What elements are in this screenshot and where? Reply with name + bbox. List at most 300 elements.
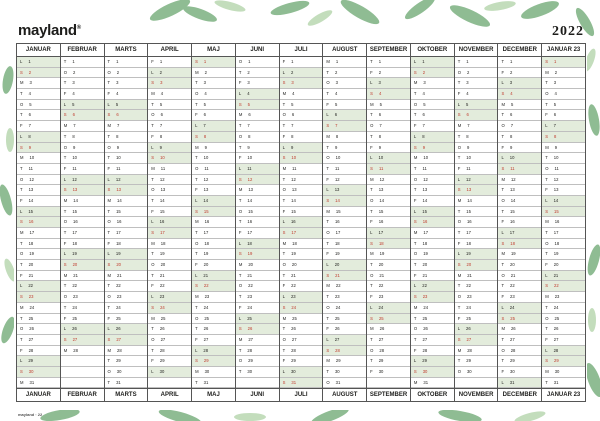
weekday-letter: M (195, 294, 199, 300)
weekday-letter: M (195, 69, 199, 75)
day-number: 24 (423, 304, 429, 310)
day-number: 1 (554, 59, 557, 64)
day-cell (498, 57, 541, 68)
weekday-letter: T (195, 230, 198, 235)
day-cell (61, 153, 104, 164)
weekday-letter: O (457, 294, 461, 300)
day-number: 25 (510, 315, 515, 321)
weekday-letter: T (151, 101, 154, 107)
day-number: 17 (247, 230, 253, 235)
day-cell (61, 314, 104, 325)
day-number: 7 (28, 123, 31, 129)
weekday-letter: T (413, 165, 417, 171)
day-cell (236, 100, 279, 111)
day-number: 28 (203, 347, 209, 353)
day-cell (323, 271, 366, 282)
day-cell (17, 303, 60, 314)
weekday-letter: O (151, 187, 155, 193)
weekday-letter: F (238, 155, 242, 161)
day-number: 10 (423, 155, 429, 161)
day-cell (192, 78, 235, 89)
day-cell (192, 89, 235, 100)
weekday-letter: T (151, 197, 154, 203)
weekday-letter: M (457, 272, 462, 278)
day-cell (367, 281, 410, 292)
day-cell (411, 185, 454, 196)
day-number: 16 (159, 219, 165, 225)
day-number: 13 (510, 187, 515, 193)
year-title: 2022 (552, 24, 584, 39)
day-number: 27 (422, 336, 428, 342)
day-number: 17 (509, 230, 515, 235)
day-number: 1 (378, 59, 382, 64)
day-number: 24 (335, 304, 341, 310)
day-number: 19 (159, 251, 165, 257)
day-number: 13 (334, 187, 340, 193)
weekday-letter: L (20, 358, 23, 364)
day-cell (61, 175, 104, 186)
day-cell (105, 100, 148, 111)
day-cell (498, 164, 541, 175)
day-number: 29 (466, 358, 471, 364)
month-footer: DECEMBER (498, 388, 541, 402)
day-number: 29 (159, 358, 165, 364)
weekday-letter: L (501, 379, 504, 385)
weekday-letter: M (20, 379, 24, 385)
day-number: 4 (116, 91, 119, 97)
day-number: 12 (72, 176, 77, 182)
day-cell (323, 324, 366, 335)
day-cell (411, 78, 454, 89)
day-cell (542, 367, 585, 378)
weekday-letter: L (370, 80, 373, 86)
day-number: 24 (378, 304, 384, 310)
day-number: 10 (247, 155, 253, 161)
day-number: 7 (422, 123, 425, 129)
day-number: 5 (291, 101, 294, 107)
day-number: 11 (160, 165, 166, 171)
day-cell (411, 164, 454, 175)
day-cell (542, 110, 585, 121)
weekday-letter: T (545, 155, 548, 161)
day-number: 7 (203, 123, 206, 129)
day-number: 24 (29, 304, 35, 310)
weekday-letter: T (63, 208, 67, 214)
weekday-letter: O (238, 208, 243, 214)
day-number: 13 (291, 187, 297, 193)
brand-logo: mayland® (18, 22, 81, 39)
weekday-letter: F (195, 262, 198, 268)
weekday-letter: S (107, 187, 111, 193)
day-number: 13 (72, 187, 78, 193)
weekday-letter: T (545, 326, 548, 332)
weekday-letter: O (457, 144, 461, 150)
weekday-letter: M (545, 144, 549, 150)
day-number: 8 (159, 133, 163, 139)
day-number: 5 (379, 101, 382, 107)
day-cell (17, 207, 60, 218)
day-number: 23 (466, 294, 472, 300)
day-cell (455, 335, 498, 346)
day-number: 19 (510, 251, 516, 257)
day-cell (17, 346, 60, 357)
day-cell (236, 271, 279, 282)
day-cell (323, 196, 366, 207)
day-cell (17, 89, 60, 100)
weekday-letter: T (545, 251, 548, 257)
day-cell (280, 68, 323, 79)
day-cell (17, 196, 60, 207)
day-cell (61, 281, 104, 292)
day-cell (17, 164, 60, 175)
day-number: 20 (334, 262, 340, 268)
weekday-letter: F (238, 230, 242, 235)
day-number: 16 (422, 219, 428, 225)
day-number: 3 (160, 80, 163, 86)
weekday-letter: F (326, 326, 329, 332)
day-cell (105, 143, 148, 154)
day-cell (105, 89, 148, 100)
day-cell (411, 100, 454, 111)
weekday-letter: F (20, 272, 23, 278)
day-number: 19 (115, 251, 121, 257)
day-cell (455, 249, 498, 260)
day-number: 10 (29, 155, 35, 161)
day-number: 1 (291, 59, 294, 64)
weekday-letter: O (326, 304, 330, 310)
month-column (542, 43, 586, 402)
day-number: 30 (290, 368, 296, 374)
weekday-letter: L (151, 144, 154, 150)
day-number: 22 (203, 283, 209, 289)
day-cell (280, 228, 323, 239)
day-number: 4 (292, 91, 295, 97)
day-number: 20 (510, 262, 515, 268)
weekday-letter: T (107, 304, 111, 310)
day-cell (61, 57, 104, 68)
day-number: 6 (203, 112, 206, 118)
day-cell (148, 314, 191, 325)
weekday-letter: T (545, 101, 548, 107)
weekday-letter: M (63, 197, 68, 203)
day-cell (61, 335, 104, 346)
weekday-letter: F (282, 59, 286, 64)
day-cell (105, 196, 148, 207)
day-number: 9 (466, 144, 470, 150)
day-cell (455, 367, 498, 378)
weekday-letter: O (457, 219, 461, 225)
day-cell (61, 217, 104, 228)
weekday-letter: S (282, 304, 286, 310)
day-cell (411, 335, 454, 346)
day-number: 15 (554, 208, 559, 214)
weekday-letter: O (282, 336, 286, 342)
month-column (367, 43, 411, 402)
weekday-letter: S (151, 304, 155, 310)
weekday-letter: O (107, 368, 111, 374)
weekday-letter: L (195, 347, 198, 353)
day-cell (61, 324, 104, 335)
day-number: 6 (553, 112, 557, 118)
day-number: 1 (510, 59, 513, 64)
day-number: 1 (72, 59, 75, 64)
weekday-letter: F (501, 294, 505, 300)
day-number: 12 (291, 176, 296, 182)
day-cell (192, 185, 235, 196)
day-cell (236, 324, 279, 335)
month-header: MAJ (192, 43, 235, 57)
weekday-letter: T (501, 59, 505, 64)
day-number: 15 (378, 208, 384, 214)
day-number: 11 (466, 165, 471, 171)
day-number: 13 (116, 187, 121, 193)
day-cell (411, 89, 454, 100)
day-cell (61, 292, 104, 303)
day-number: 20 (291, 262, 297, 268)
day-cell (542, 335, 585, 346)
weekday-letter: O (545, 91, 549, 97)
day-number: 28 (291, 347, 296, 353)
day-cell (323, 89, 366, 100)
day-cell (148, 356, 191, 367)
weekday-letter: F (238, 80, 242, 86)
weekday-letter: L (151, 368, 154, 374)
day-cell (192, 239, 235, 250)
day-cell (367, 100, 410, 111)
day-cell (367, 143, 410, 154)
weekday-letter: M (326, 208, 330, 214)
day-cell (236, 314, 279, 325)
day-number: 10 (378, 155, 384, 161)
day-number: 11 (116, 165, 121, 171)
day-cell (17, 121, 60, 132)
day-number: 28 (422, 347, 428, 353)
day-number: 27 (291, 336, 297, 342)
weekday-letter: T (151, 347, 154, 353)
day-cell (148, 303, 191, 314)
month-header: JULI (280, 43, 323, 57)
day-cell (455, 153, 498, 164)
day-number: 12 (159, 176, 165, 182)
weekday-letter: M (413, 80, 418, 86)
day-cell (105, 271, 148, 282)
weekday-letter: T (370, 187, 373, 193)
day-number: 23 (116, 294, 122, 300)
day-number: 15 (248, 208, 253, 214)
day-cell (192, 132, 235, 143)
day-number: 21 (510, 272, 516, 278)
weekday-letter: F (238, 304, 242, 310)
day-number: 3 (29, 80, 32, 86)
weekday-letter: S (107, 336, 111, 342)
day-cell (280, 110, 323, 121)
day-number: 8 (291, 133, 294, 139)
weekday-letter: O (545, 165, 549, 171)
day-number: 4 (554, 91, 557, 97)
weekday-letter: S (282, 155, 286, 161)
weekday-letter: M (20, 230, 24, 235)
day-number: 15 (159, 208, 165, 214)
weekday-letter: O (413, 251, 418, 257)
day-number: 4 (378, 91, 382, 97)
day-cell (411, 346, 454, 357)
day-number: 8 (203, 133, 207, 139)
day-cell (61, 121, 104, 132)
month-header: NOVEMBER (455, 43, 498, 57)
weekday-letter: T (326, 91, 329, 97)
day-cell (498, 378, 541, 389)
day-cell (323, 281, 366, 292)
weekday-letter: M (63, 347, 68, 353)
weekday-letter: T (195, 379, 198, 385)
weekday-letter: O (195, 91, 199, 97)
empty-day-cell (367, 378, 410, 389)
day-cell (17, 228, 60, 239)
day-cell (411, 228, 454, 239)
day-cell (236, 228, 279, 239)
weekday-letter: T (501, 336, 505, 342)
weekday-letter: S (107, 262, 111, 268)
day-cell (323, 303, 366, 314)
day-number: 18 (204, 240, 209, 246)
weekday-letter: M (413, 230, 418, 235)
day-cell (105, 239, 148, 250)
weekday-letter: T (326, 368, 329, 374)
weekday-letter: F (20, 123, 23, 129)
weekday-letter: S (63, 262, 67, 268)
day-cell (236, 281, 279, 292)
weekday-letter: M (195, 144, 199, 150)
day-number: 5 (115, 101, 119, 107)
day-number: 21 (159, 272, 165, 278)
day-cell (280, 164, 323, 175)
weekday-letter: L (63, 326, 67, 332)
day-cell (236, 57, 279, 68)
day-number: 27 (116, 336, 121, 342)
month-column (411, 43, 455, 402)
weekday-letter: S (457, 262, 461, 268)
day-number: 26 (553, 326, 559, 332)
month-footer: OKTOBER (411, 388, 454, 402)
day-number: 28 (117, 347, 122, 353)
weekday-letter: S (457, 187, 461, 193)
day-cell (105, 335, 148, 346)
day-number: 23 (73, 294, 78, 300)
day-cell (498, 335, 541, 346)
day-cell (498, 314, 541, 325)
day-number: 29 (510, 358, 515, 364)
day-cell (542, 89, 585, 100)
weekday-letter: T (282, 347, 286, 353)
day-cell (455, 57, 498, 68)
weekday-letter: T (545, 80, 548, 86)
weekday-letter: O (238, 133, 243, 139)
day-number: 21 (73, 272, 78, 278)
weekday-letter: T (63, 59, 67, 64)
month-column (17, 43, 61, 402)
day-number: 29 (291, 358, 296, 364)
day-cell (498, 185, 541, 196)
day-number: 3 (335, 80, 338, 86)
day-cell (498, 324, 541, 335)
day-cell (105, 249, 148, 260)
weekday-letter: L (545, 123, 548, 129)
day-cell (236, 292, 279, 303)
weekday-letter: S (238, 101, 242, 107)
day-number: 20 (466, 262, 472, 268)
day-cell (148, 100, 191, 111)
day-cell (236, 356, 279, 367)
day-cell (455, 207, 498, 218)
day-cell (411, 217, 454, 228)
day-cell (17, 335, 60, 346)
day-number: 22 (159, 283, 165, 289)
weekday-letter: F (282, 283, 286, 289)
weekday-letter: S (501, 91, 505, 97)
weekday-letter: F (282, 208, 286, 214)
day-cell (542, 260, 585, 271)
day-cell (17, 185, 60, 196)
weekday-letter: T (326, 240, 329, 246)
weekday-letter: T (282, 251, 286, 257)
day-cell (542, 196, 585, 207)
weekday-letter: T (413, 112, 417, 118)
day-number: 17 (29, 230, 35, 235)
day-cell (323, 121, 366, 132)
day-number: 18 (116, 240, 121, 246)
month-header: MARTS (105, 43, 148, 57)
day-cell (105, 281, 148, 292)
day-number: 27 (248, 336, 254, 342)
day-number: 19 (291, 251, 296, 257)
day-cell (17, 175, 60, 186)
day-number: 27 (28, 336, 34, 342)
weekday-letter: F (107, 165, 111, 171)
weekday-letter: O (326, 80, 330, 86)
day-cell (455, 68, 498, 79)
weekday-letter: S (151, 80, 155, 86)
day-cell (61, 271, 104, 282)
day-number: 28 (553, 347, 559, 353)
day-number: 8 (378, 133, 382, 139)
month-header: JANUAR (17, 43, 60, 57)
day-cell (280, 314, 323, 325)
weekday-letter: F (282, 133, 286, 139)
weekday-letter: M (151, 315, 155, 321)
weekday-letter: T (195, 176, 198, 182)
weekday-letter: F (326, 251, 329, 257)
day-cell (323, 153, 366, 164)
weekday-letter: M (545, 294, 549, 300)
day-cell (148, 132, 191, 143)
day-cell (280, 89, 323, 100)
day-cell (498, 260, 541, 271)
weekday-letter: L (413, 208, 417, 214)
day-cell (236, 110, 279, 121)
day-cell (148, 249, 191, 260)
day-cell (367, 196, 410, 207)
weekday-letter: L (20, 208, 23, 214)
day-number: 16 (290, 219, 296, 225)
weekday-letter: T (63, 230, 67, 235)
weekday-letter: L (151, 219, 154, 225)
day-number: 25 (292, 315, 297, 321)
day-number: 11 (292, 165, 297, 171)
weekday-letter: L (413, 358, 417, 364)
day-number: 27 (72, 336, 78, 342)
day-number: 30 (204, 368, 210, 374)
weekday-letter: F (326, 176, 329, 182)
